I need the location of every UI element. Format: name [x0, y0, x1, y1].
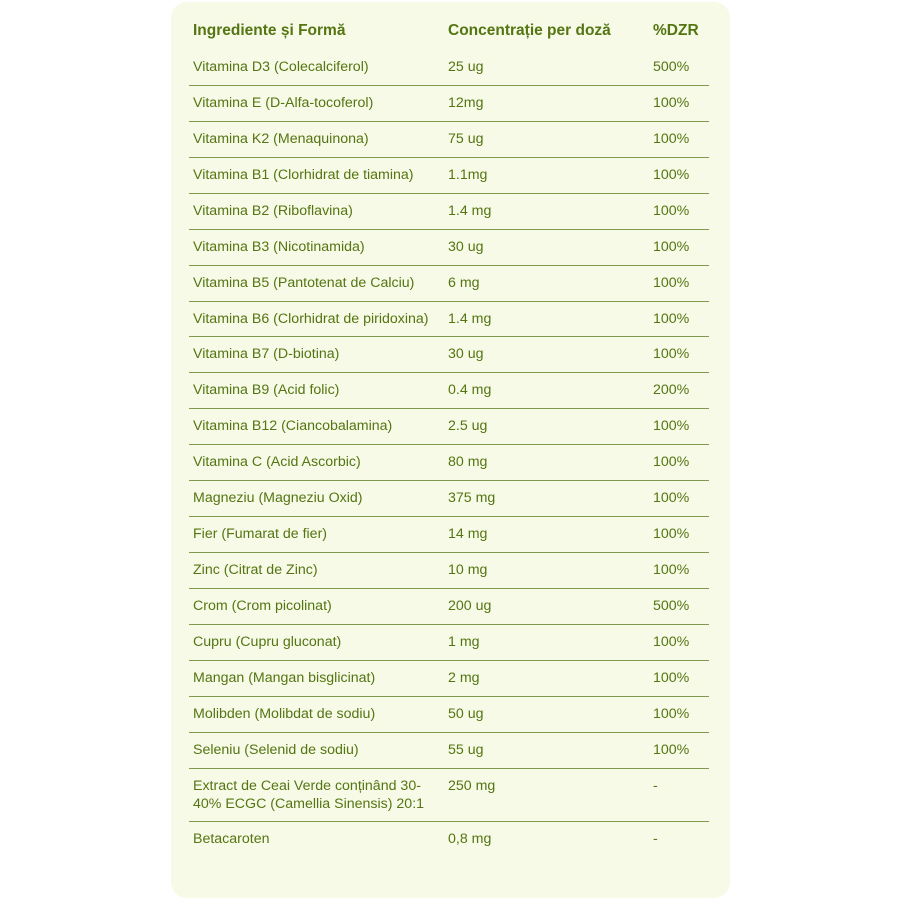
dzr-cell: 100% [649, 625, 709, 661]
table-row [189, 409, 709, 445]
concentration-cell: 6 mg [444, 266, 649, 302]
dzr-cell: 100% [649, 266, 709, 302]
table-row [189, 122, 709, 158]
concentration-cell: 25 ug [444, 50, 649, 86]
table-row [189, 86, 709, 122]
ingredient-cell: Fier (Fumarat de fier) [189, 517, 444, 553]
concentration-cell: 80 mg [444, 445, 649, 481]
concentration-cell: 0,8 mg [448, 831, 492, 847]
table-row [189, 373, 709, 409]
ingredient-cell: Vitamina B9 (Acid folic) [189, 373, 444, 409]
concentration-cell: 1.4 mg [444, 302, 649, 337]
concentration-cell: 30 ug [444, 230, 649, 266]
concentration-cell: 30 ug [444, 337, 649, 373]
table-row [189, 158, 709, 194]
concentration-cell: 12mg [444, 86, 649, 122]
ingredient-cell: Vitamina B2 (Riboflavina) [189, 194, 444, 230]
ingredient-cell: Vitamina D3 (Colecalciferol) [189, 50, 444, 86]
table-header-row [189, 12, 709, 50]
concentration-cell: 10 mg [444, 553, 649, 589]
dzr-cell: 100% [649, 194, 709, 230]
table-row [189, 822, 709, 858]
dzr-cell: 100% [649, 445, 709, 481]
concentration-cell: 375 mg [444, 481, 649, 517]
header-concentration: Concentrație per doză [448, 22, 611, 39]
ingredient-cell: Betacaroten [193, 831, 270, 847]
table-row [189, 733, 709, 769]
dzr-cell: 100% [649, 86, 709, 122]
concentration-cell: 1.4 mg [444, 194, 649, 230]
concentration-cell: 200 ug [444, 589, 649, 625]
concentration-cell: 0.4 mg [444, 373, 649, 409]
table-row [189, 266, 709, 302]
ingredient-cell: Cupru (Cupru gluconat) [189, 625, 444, 661]
ingredient-cell: Vitamina B7 (D-biotina) [189, 337, 444, 373]
concentration-cell: 250 mg [444, 769, 649, 822]
ingredient-cell: Vitamina B3 (Nicotinamida) [189, 230, 444, 266]
table-row [189, 445, 709, 481]
dzr-cell: 500% [649, 589, 709, 625]
ingredient-cell: Magneziu (Magneziu Oxid) [189, 481, 444, 517]
dzr-cell: 500% [649, 50, 709, 86]
dzr-cell: 100% [649, 122, 709, 158]
table-row [189, 661, 709, 697]
ingredients-card [171, 2, 730, 898]
table-row [189, 50, 709, 86]
table-row [189, 481, 709, 517]
dzr-cell: 100% [649, 553, 709, 589]
table-row [189, 697, 709, 733]
dzr-cell: 100% [649, 697, 709, 733]
table-row [189, 769, 709, 822]
table-body [189, 50, 709, 857]
table-row [189, 337, 709, 373]
ingredient-cell: Zinc (Citrat de Zinc) [189, 553, 444, 589]
ingredient-cell: Vitamina B5 (Pantotenat de Calciu) [189, 266, 444, 302]
ingredient-cell: Vitamina B1 (Clorhidrat de tiamina) [189, 158, 444, 194]
dzr-cell: - [649, 769, 709, 822]
concentration-cell: 14 mg [444, 517, 649, 553]
dzr-cell: 100% [649, 230, 709, 266]
dzr-cell: 100% [649, 733, 709, 769]
concentration-cell: 1.1mg [444, 158, 649, 194]
ingredient-cell: Vitamina E (D-Alfa-tocoferol) [189, 86, 444, 122]
concentration-cell: 2 mg [444, 661, 649, 697]
dzr-cell: 100% [649, 517, 709, 553]
ingredient-cell: Extract de Ceai Verde conținând 30-40% ECGC (Camellia Sinensis) 20:1 [189, 769, 444, 822]
header-ingredient: Ingrediente și Formă [193, 22, 346, 39]
dzr-cell: 100% [649, 409, 709, 445]
ingredient-cell: Vitamina B6 (Clorhidrat de piridoxina) [189, 302, 444, 337]
dzr-cell: 100% [649, 481, 709, 517]
table-row [189, 553, 709, 589]
ingredient-cell: Mangan (Mangan bisglicinat) [189, 661, 444, 697]
table-row [189, 194, 709, 230]
dzr-cell: 100% [649, 302, 709, 337]
dzr-cell: - [653, 831, 658, 847]
concentration-cell: 2.5 ug [444, 409, 649, 445]
ingredient-cell: Vitamina K2 (Menaquinona) [189, 122, 444, 158]
dzr-cell: 100% [649, 661, 709, 697]
table-row [189, 589, 709, 625]
dzr-cell: 200% [649, 373, 709, 409]
ingredient-cell: Molibden (Molibdat de sodiu) [189, 697, 444, 733]
table-row [189, 230, 709, 266]
table-row [189, 302, 709, 337]
header-dzr: %DZR [653, 22, 699, 39]
table-row [189, 517, 709, 553]
concentration-cell: 55 ug [444, 733, 649, 769]
concentration-cell: 50 ug [444, 697, 649, 733]
ingredient-cell: Vitamina C (Acid Ascorbic) [189, 445, 444, 481]
dzr-cell: 100% [649, 337, 709, 373]
ingredient-cell: Vitamina B12 (Ciancobalamina) [189, 409, 444, 445]
table-row [189, 625, 709, 661]
concentration-cell: 1 mg [444, 625, 649, 661]
ingredient-cell: Crom (Crom picolinat) [189, 589, 444, 625]
dzr-cell: 100% [649, 158, 709, 194]
concentration-cell: 75 ug [444, 122, 649, 158]
ingredient-cell: Seleniu (Selenid de sodiu) [189, 733, 444, 769]
ingredients-table [189, 12, 709, 857]
